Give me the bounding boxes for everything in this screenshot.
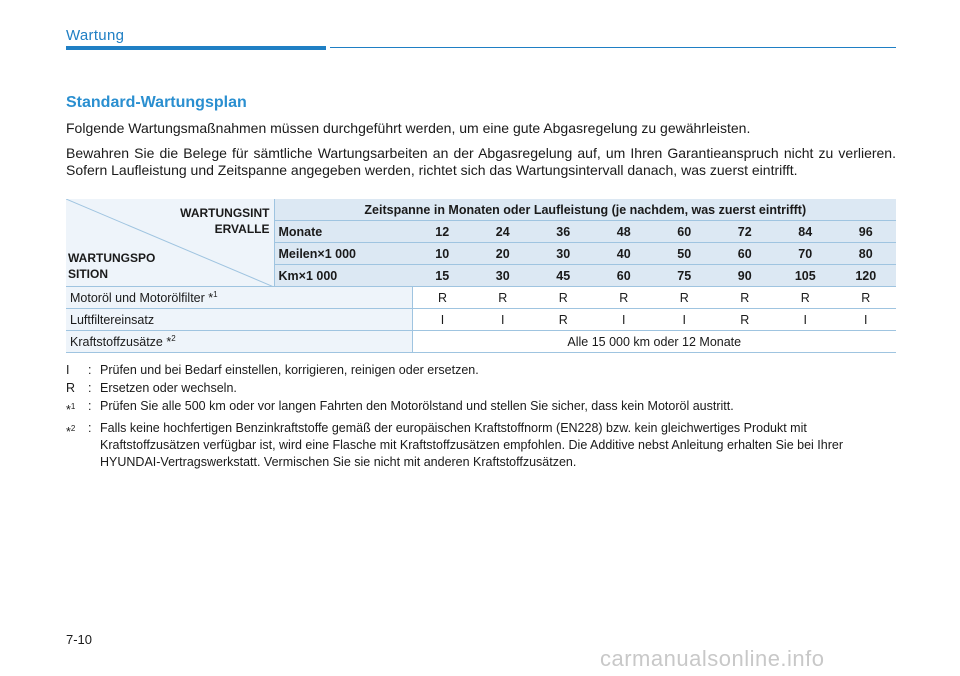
note-separator: : [88,399,92,413]
table-cell: I [836,309,897,331]
note-separator: : [88,363,92,377]
row-label [66,309,412,331]
table-cell: I [412,309,473,331]
row-label-text: Motoröl und Motorölfilter * [70,291,214,306]
note-item [66,362,896,379]
header-value: 10 [412,243,473,265]
header-label: Monate [274,221,412,243]
note-text: Falls keine hochfertigen Benzinkraftstoffe gemäß der europäischen Kraftstoffnorm (EN228) bzw. kein gleichwertiges Produkt mit Kraftstoffzusätzen verfügbar ist, wird eine Flasche mit Kraftstoffzusätzen empfohlen. Die Additive nebst Anleitung erhalten Sie bei Ihrer HYUNDAI-Vertragswerkstatt. Vermischen Sie sie nicht mit anderen Kraftstoffzusätzen. [100,421,843,470]
header-value: 120 [836,265,897,287]
corner-position-label [68,250,155,282]
footnote-marker: 1 [213,289,218,299]
table-row [66,309,896,331]
section-label: Wartung [66,27,125,44]
table-row [66,287,896,309]
note-item [66,398,896,419]
header-value: 75 [654,265,715,287]
table-cell: R [473,287,534,309]
corner-top-line-2: ERVALLE [214,222,270,236]
corner-bottom-line-1: WARTUNGSPO [68,251,156,265]
corner-top-line-1: WARTUNGSINT [180,206,270,220]
maintenance-table [66,199,896,353]
header-value: 36 [533,221,594,243]
table-cell: I [473,309,534,331]
header-value: 84 [775,221,836,243]
header-value: 50 [654,243,715,265]
header-label: Km×1 000 [274,265,412,287]
table-cell: R [594,287,655,309]
note-text: Ersetzen oder wechseln. [100,381,237,395]
note-key: *$^1$ [66,402,76,418]
header-value: 30 [473,265,534,287]
watermark: carmanualsonline.info [600,646,825,671]
header-value: 45 [533,265,594,287]
header-value: 30 [533,243,594,265]
header-label: Meilen×1 000 [274,243,412,265]
row-label [66,331,412,353]
table-cell: R [715,287,776,309]
header-value: 105 [775,265,836,287]
table-cell: R [412,287,473,309]
header-value: 15 [412,265,473,287]
header-value: 20 [473,243,534,265]
note-separator: : [88,421,92,436]
table-cell: R [836,287,897,309]
header-value: 70 [775,243,836,265]
corner-interval-label [180,205,269,237]
table-cell: R [533,287,594,309]
interval-span-header: Zeitspanne in Monaten oder Laufleistung (je nachdem, was zuerst eintrifft) [274,199,896,221]
note-separator: : [88,381,92,395]
header-value: 60 [715,243,776,265]
table-row [66,331,896,353]
table-cell: I [654,309,715,331]
note-text: Prüfen Sie alle 500 km oder vor langen Fahrten den Motorölstand und stellen Sie sicher, dass kein Motoröl austritt. [100,399,734,413]
note-key: *$^2$ [66,424,76,440]
intro-paragraph-1: Folgende Wartungsmaßnahmen müssen durchgeführt werden, um eine gute Abgasregelung zu gewährleisten. [66,120,751,136]
corner-bottom-line-2: SITION [68,267,109,281]
footnote-marker: 2 [171,333,176,343]
table-header-row [66,199,896,221]
header-value: 60 [594,265,655,287]
header-value: 96 [836,221,897,243]
page-number: 7-10 [66,632,93,647]
note-text: Prüfen und bei Bedarf einstellen, korrigieren, reinigen oder ersetzen. [100,363,479,377]
note-item [66,420,896,471]
header-value: 90 [715,265,776,287]
table-cell: R [533,309,594,331]
table-cell: R [715,309,776,331]
page-title: Standard-Wartungsplan [66,94,247,111]
legend-notes [66,362,896,472]
row-label-text: Luftfiltereinsatz [70,312,155,327]
section-rule [330,47,896,48]
table-corner-cell [66,199,274,287]
intro-paragraph-2: Bewahren Sie die Belege für sämtliche Wartungsarbeiten an der Abgasregelung auf, um Ihren Garantieanspruch nicht zu verlieren. Sofern Laufleistung und Zeitspanne angegeben werden, richtet sich das Wartungsintervall danach, was zuerst eintrifft. [66,145,896,178]
header-value: 24 [473,221,534,243]
header-value: 40 [594,243,655,265]
note-key: I [66,363,70,377]
table-cell: I [775,309,836,331]
section-bar [66,46,326,50]
header-value: 80 [836,243,897,265]
note-item [66,380,896,397]
header-value: 72 [715,221,776,243]
row-label [66,287,412,309]
header-value: 12 [412,221,473,243]
table-cell: R [775,287,836,309]
row-label-text: Kraftstoffzusätze * [70,335,172,350]
table-cell: R [654,287,715,309]
table-cell-span: Alle 15 000 km oder 12 Monate [412,331,896,353]
table-cell: I [594,309,655,331]
note-key: R [66,381,76,395]
header-value: 48 [594,221,655,243]
header-value: 60 [654,221,715,243]
